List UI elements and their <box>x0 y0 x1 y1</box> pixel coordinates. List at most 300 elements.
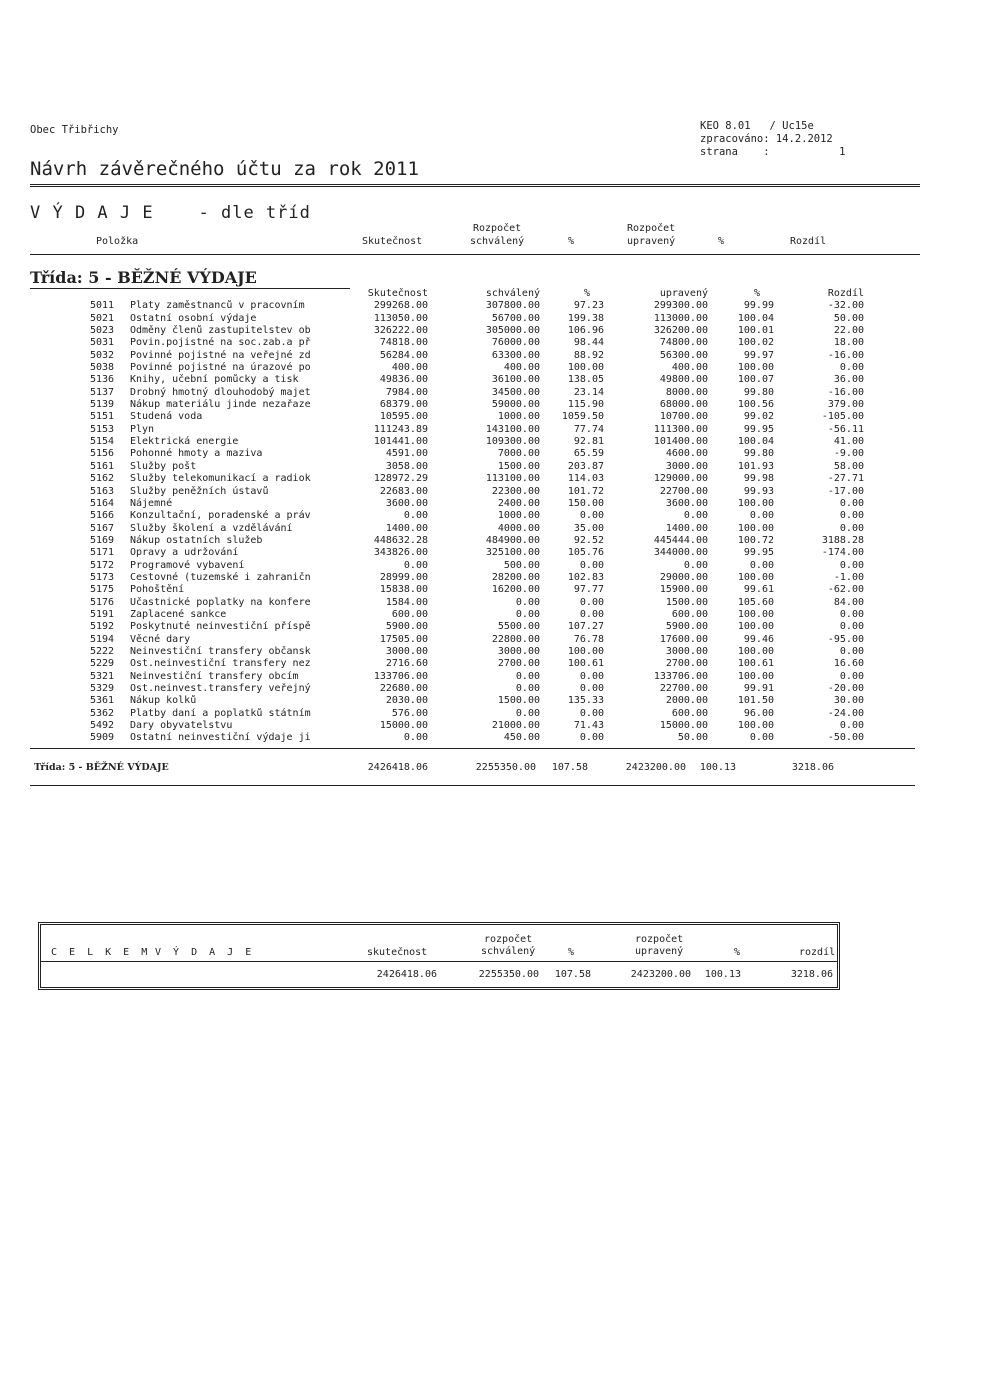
table-row <box>90 671 864 683</box>
row-skutecnost: 400.00 <box>391 362 428 374</box>
row-pct2: 100.00 <box>737 522 774 534</box>
grand-total-header-schvaleny <box>481 934 535 958</box>
row-code: 5171 <box>90 547 115 559</box>
table-row <box>90 448 864 460</box>
row-rozdil: -105.00 <box>821 411 864 423</box>
row-skutecnost: 49836.00 <box>379 374 428 386</box>
row-code: 5021 <box>90 312 115 324</box>
row-name: Nájemné <box>130 497 173 509</box>
row-skutecnost: 113050.00 <box>373 312 428 324</box>
row-skutecnost: 0.00 <box>403 510 428 522</box>
row-rozdil: 3188.28 <box>821 534 864 546</box>
row-skutecnost: 3000.00 <box>385 645 428 657</box>
subheader-schvaleny: schválený <box>485 288 540 299</box>
row-rozdil: -32.00 <box>827 300 864 312</box>
row-skutecnost: 326222.00 <box>373 325 428 337</box>
grand-total-header-rozdil: rozdíl <box>799 947 836 958</box>
row-schvaleny: 63300.00 <box>491 349 540 361</box>
row-rozdil: 379.00 <box>827 399 864 411</box>
row-upraveny: 445444.00 <box>653 534 708 546</box>
row-pct1: 77.74 <box>573 423 604 435</box>
row-skutecnost: 2030.00 <box>385 695 428 707</box>
row-code: 5156 <box>90 448 115 460</box>
table-row <box>90 486 864 498</box>
grand-total-rozdil: 3218.06 <box>790 969 833 980</box>
row-schvaleny: 484900.00 <box>485 534 540 546</box>
row-code: 5194 <box>90 633 115 645</box>
row-pct2: 100.00 <box>737 497 774 509</box>
row-name: Neinvestiční transfery obcím <box>130 670 299 682</box>
grand-total-header-rozpocet: rozpočet <box>635 934 684 945</box>
row-upraveny: 400.00 <box>671 362 708 374</box>
row-schvaleny: 1000.00 <box>497 510 540 522</box>
row-pct2: 99.98 <box>743 473 774 485</box>
row-pct1: 0.00 <box>579 670 604 682</box>
row-pct1: 106.96 <box>567 325 604 337</box>
subheader-upraveny: upravený <box>659 288 708 299</box>
subheader-rozdil: Rozdíl <box>827 288 864 299</box>
row-pct2: 99.95 <box>743 423 774 435</box>
row-schvaleny: 36100.00 <box>491 374 540 386</box>
table-row <box>90 535 864 547</box>
row-pct2: 100.00 <box>737 645 774 657</box>
grand-total-header-skutecnost: skutečnost <box>367 947 428 958</box>
row-name: Účastnické poplatky na konfere <box>130 596 311 608</box>
table-row <box>90 510 864 522</box>
row-pct1: 97.77 <box>573 584 604 596</box>
row-schvaleny: 325100.00 <box>485 547 540 559</box>
row-pct1: 138.05 <box>567 374 604 386</box>
row-upraveny: 326200.00 <box>653 325 708 337</box>
row-code: 5321 <box>90 670 115 682</box>
table-row <box>90 720 864 732</box>
row-name: Studená voda <box>130 411 203 423</box>
row-name: Nákup kolků <box>130 695 197 707</box>
table-row <box>90 609 864 621</box>
table-row <box>90 411 864 423</box>
row-code: 5163 <box>90 485 115 497</box>
class-total-upraveny: 2423200.00 <box>625 762 686 773</box>
row-upraveny: 74800.00 <box>659 337 708 349</box>
row-schvaleny: 1500.00 <box>497 695 540 707</box>
grand-total-header-rozpocet: rozpočet <box>484 934 533 945</box>
row-pct1: 199.38 <box>567 312 604 324</box>
row-code: 5136 <box>90 374 115 386</box>
row-schvaleny: 16200.00 <box>491 584 540 596</box>
col-header-rozdil: Rozdíl <box>790 236 827 247</box>
row-name: Cestovné (tuzemské i zahraničn <box>130 571 311 583</box>
row-pct2: 0.00 <box>749 559 774 571</box>
row-rozdil: -50.00 <box>827 732 864 744</box>
row-schvaleny: 4000.00 <box>497 522 540 534</box>
row-skutecnost: 111243.89 <box>373 423 428 435</box>
col-header-skutecnost: Skutečnost <box>362 236 423 247</box>
row-pct2: 99.93 <box>743 485 774 497</box>
row-upraveny: 1500.00 <box>665 596 708 608</box>
row-pct2: 100.01 <box>737 325 774 337</box>
row-code: 5139 <box>90 399 115 411</box>
row-pct2: 99.91 <box>743 683 774 694</box>
row-upraveny: 111300.00 <box>653 423 708 435</box>
row-name: Programové vybavení <box>130 559 245 571</box>
row-skutecnost: 17505.00 <box>379 633 428 645</box>
row-upraveny: 2000.00 <box>665 695 708 707</box>
row-code: 5192 <box>90 621 115 633</box>
row-pct2: 99.46 <box>743 633 774 645</box>
table-row <box>90 498 864 510</box>
row-pct2: 100.00 <box>737 571 774 583</box>
row-pct2: 99.95 <box>743 547 774 559</box>
row-name: Ostatní neinvestiční výdaje ji <box>130 732 311 744</box>
row-schvaleny: 0.00 <box>515 596 540 608</box>
row-name: Drobný hmotný dlouhodobý majet <box>130 386 311 398</box>
table-row <box>90 621 864 633</box>
row-pct2: 100.00 <box>737 720 774 732</box>
row-pct2: 96.00 <box>743 707 774 719</box>
row-upraveny: 49800.00 <box>659 374 708 386</box>
row-upraveny: 129000.00 <box>653 473 708 485</box>
row-schvaleny: 400.00 <box>503 362 540 374</box>
row-code: 5909 <box>90 732 115 744</box>
row-schvaleny: 307800.00 <box>485 300 540 312</box>
report-code: KEO 8.01 / Uc15e <box>700 120 814 132</box>
row-name: Poskytnuté neinvestiční příspě <box>130 621 311 633</box>
section-title: V Ý D A J E - dle tříd <box>30 203 311 223</box>
row-pct1: 0.00 <box>579 596 604 608</box>
row-upraveny: 17600.00 <box>659 633 708 645</box>
table-subheader-row <box>90 288 864 300</box>
table-row <box>90 399 864 411</box>
row-code: 5038 <box>90 362 115 374</box>
row-schvaleny: 113100.00 <box>485 473 540 485</box>
row-rozdil: 0.00 <box>839 510 864 522</box>
row-code: 5175 <box>90 584 115 596</box>
row-code: 5229 <box>90 658 115 670</box>
row-pct1: 100.00 <box>567 645 604 657</box>
row-skutecnost: 4591.00 <box>385 448 428 460</box>
row-pct2: 101.93 <box>737 460 774 472</box>
row-pct1: 102.83 <box>567 571 604 583</box>
row-code: 5173 <box>90 571 115 583</box>
row-upraveny: 10700.00 <box>659 411 708 423</box>
row-schvaleny: 0.00 <box>515 608 540 620</box>
table-row <box>90 708 864 720</box>
row-rozdil: 18.00 <box>833 337 864 349</box>
row-pct1: 92.52 <box>573 534 604 546</box>
row-name: Nákup materiálu jinde nezařaze <box>130 399 311 411</box>
row-pct1: 76.78 <box>573 633 604 645</box>
row-schvaleny: 2700.00 <box>497 658 540 670</box>
row-code: 5329 <box>90 683 115 694</box>
row-rozdil: -20.00 <box>827 683 864 694</box>
row-name: Plyn <box>130 423 155 435</box>
row-upraveny: 600.00 <box>671 608 708 620</box>
row-upraveny: 0.00 <box>683 559 708 571</box>
row-rozdil: 41.00 <box>833 436 864 448</box>
row-pct1: 71.43 <box>573 720 604 732</box>
row-skutecnost: 2716.60 <box>385 658 428 670</box>
row-rozdil: -95.00 <box>827 633 864 645</box>
row-rozdil: 58.00 <box>833 460 864 472</box>
row-schvaleny: 109300.00 <box>485 436 540 448</box>
row-skutecnost: 15000.00 <box>379 720 428 732</box>
table-row <box>90 337 864 349</box>
row-code: 5153 <box>90 423 115 435</box>
row-code: 5151 <box>90 411 115 423</box>
row-schvaleny: 1000.00 <box>497 411 540 423</box>
row-rozdil: 36.00 <box>833 374 864 386</box>
row-name: Služby pošt <box>130 460 197 472</box>
row-pct2: 100.61 <box>737 658 774 670</box>
page-number: strana : 1 <box>700 146 846 158</box>
divider <box>30 748 915 749</box>
row-rozdil: -17.00 <box>827 485 864 497</box>
grand-total-header-upraveny <box>635 934 683 958</box>
table-row <box>90 313 864 325</box>
row-schvaleny: 21000.00 <box>491 720 540 732</box>
row-pct1: 105.76 <box>567 547 604 559</box>
table-row <box>90 436 864 448</box>
row-schvaleny: 28200.00 <box>491 571 540 583</box>
table-row <box>90 300 864 312</box>
class-total-pct2: 100.13 <box>699 762 736 773</box>
grand-total-pct1: 107.58 <box>554 969 591 980</box>
grand-total-header-schvaleny-label: schválený <box>481 946 536 957</box>
row-pct2: 100.04 <box>737 312 774 324</box>
row-name: Neinvestiční transfery občansk <box>130 645 311 657</box>
row-upraveny: 600.00 <box>671 707 708 719</box>
row-code: 5166 <box>90 510 115 522</box>
row-pct2: 100.72 <box>737 534 774 546</box>
row-schvaleny: 1500.00 <box>497 460 540 472</box>
row-schvaleny: 0.00 <box>515 707 540 719</box>
row-rozdil: 0.00 <box>839 559 864 571</box>
row-name: Zaplacené sankce <box>130 608 227 620</box>
class-total-pct1: 107.58 <box>551 762 588 773</box>
row-schvaleny: 7000.00 <box>497 448 540 460</box>
grand-total-label-1: C E L K E M <box>51 947 151 958</box>
row-rozdil: -174.00 <box>821 547 864 559</box>
grand-total-header-pct1: % <box>568 947 575 958</box>
row-schvaleny: 59000.00 <box>491 399 540 411</box>
row-pct2: 105.60 <box>737 596 774 608</box>
row-name: Platby daní a poplatků státním <box>130 707 311 719</box>
row-name: Povinné pojistné na veřejné zd <box>130 349 311 361</box>
row-upraveny: 50.00 <box>677 732 708 744</box>
row-rozdil: 0.00 <box>839 608 864 620</box>
grand-total-header-pct2: % <box>734 947 741 958</box>
row-pct1: 0.00 <box>579 683 604 694</box>
row-pct2: 0.00 <box>749 510 774 522</box>
table-row <box>90 658 864 670</box>
grand-total-skutecnost: 2426418.06 <box>376 969 437 980</box>
row-pct1: 0.00 <box>579 707 604 719</box>
row-code: 5361 <box>90 695 115 707</box>
row-code: 5162 <box>90 473 115 485</box>
col-header-pct2: % <box>718 236 725 247</box>
row-code: 5031 <box>90 337 115 349</box>
row-code: 5167 <box>90 522 115 534</box>
row-code: 5023 <box>90 325 115 337</box>
row-pct2: 100.04 <box>737 436 774 448</box>
table-row <box>90 362 864 374</box>
row-pct2: 100.00 <box>737 362 774 374</box>
row-pct1: 97.23 <box>573 300 604 312</box>
subheader-pct1: % <box>583 288 590 299</box>
row-rozdil: -1.00 <box>833 571 864 583</box>
row-schvaleny: 450.00 <box>503 732 540 744</box>
grand-total-pct2: 100.13 <box>704 969 741 980</box>
row-code: 5137 <box>90 386 115 398</box>
row-schvaleny: 305000.00 <box>485 325 540 337</box>
row-schvaleny: 500.00 <box>503 559 540 571</box>
row-skutecnost: 0.00 <box>403 559 428 571</box>
row-skutecnost: 10595.00 <box>379 411 428 423</box>
document-title: Návrh závěrečného účtu za rok 2011 <box>30 158 419 180</box>
row-upraveny: 3000.00 <box>665 460 708 472</box>
table-row <box>90 523 864 535</box>
grand-total-box <box>38 922 840 990</box>
grand-total-header-upraveny-label: upravený <box>635 946 684 957</box>
row-rozdil: 30.00 <box>833 695 864 707</box>
row-pct1: 88.92 <box>573 349 604 361</box>
row-schvaleny: 3000.00 <box>497 645 540 657</box>
row-pct1: 98.44 <box>573 337 604 349</box>
row-pct1: 101.72 <box>567 485 604 497</box>
row-skutecnost: 600.00 <box>391 608 428 620</box>
row-schvaleny: 5500.00 <box>497 621 540 633</box>
col-header-schvaleny-label: schválený <box>470 236 525 247</box>
row-skutecnost: 576.00 <box>391 707 428 719</box>
row-schvaleny: 22800.00 <box>491 633 540 645</box>
row-code: 5176 <box>90 596 115 608</box>
row-upraveny: 29000.00 <box>659 571 708 583</box>
row-skutecnost: 22683.00 <box>379 485 428 497</box>
row-skutecnost: 74818.00 <box>379 337 428 349</box>
row-rozdil: 0.00 <box>839 670 864 682</box>
row-pct1: 0.00 <box>579 559 604 571</box>
row-code: 5154 <box>90 436 115 448</box>
row-skutecnost: 1400.00 <box>385 522 428 534</box>
row-upraveny: 22700.00 <box>659 485 708 497</box>
row-schvaleny: 2400.00 <box>497 497 540 509</box>
row-pct1: 0.00 <box>579 510 604 522</box>
row-upraveny: 113000.00 <box>653 312 708 324</box>
row-name: Odměny členů zastupitelstev ob <box>130 325 311 337</box>
subheader-pct2: % <box>753 288 760 299</box>
row-pct2: 99.99 <box>743 300 774 312</box>
row-upraveny: 344000.00 <box>653 547 708 559</box>
row-pct1: 0.00 <box>579 732 604 744</box>
report-meta <box>700 120 845 159</box>
row-code: 5161 <box>90 460 115 472</box>
row-schvaleny: 143100.00 <box>485 423 540 435</box>
row-code: 5191 <box>90 608 115 620</box>
grand-total-schvaleny: 2255350.00 <box>478 969 539 980</box>
row-skutecnost: 7984.00 <box>385 386 428 398</box>
table-row <box>90 597 864 609</box>
table-row <box>90 547 864 559</box>
row-pct1: 0.00 <box>579 608 604 620</box>
row-upraveny: 15900.00 <box>659 584 708 596</box>
row-rozdil: -62.00 <box>827 584 864 596</box>
col-header-upraveny-label: upravený <box>627 236 676 247</box>
row-rozdil: 0.00 <box>839 720 864 732</box>
row-pct2: 100.56 <box>737 399 774 411</box>
row-code: 5011 <box>90 300 115 312</box>
row-pct1: 92.81 <box>573 436 604 448</box>
row-skutecnost: 101441.00 <box>373 436 428 448</box>
table-row <box>90 374 864 386</box>
row-pct1: 203.87 <box>567 460 604 472</box>
row-rozdil: 0.00 <box>839 362 864 374</box>
row-pct2: 100.00 <box>737 621 774 633</box>
row-pct1: 1059.50 <box>561 411 604 423</box>
col-header-pct1: % <box>568 236 575 247</box>
row-name: Platy zaměstnanců v pracovním <box>130 300 305 312</box>
row-upraveny: 1400.00 <box>665 522 708 534</box>
row-pct1: 150.00 <box>567 497 604 509</box>
row-pct2: 100.02 <box>737 337 774 349</box>
row-name: Povinné pojistné na úrazové po <box>130 362 311 374</box>
row-name: Pohonné hmoty a maziva <box>130 448 263 460</box>
row-upraveny: 0.00 <box>683 510 708 522</box>
row-skutecnost: 3058.00 <box>385 460 428 472</box>
row-name: Nákup ostatních služeb <box>130 534 263 546</box>
row-pct2: 100.00 <box>737 670 774 682</box>
row-rozdil: -16.00 <box>827 386 864 398</box>
table-row <box>90 584 864 596</box>
row-upraveny: 22700.00 <box>659 683 708 694</box>
row-rozdil: -56.11 <box>827 423 864 435</box>
row-upraveny: 3000.00 <box>665 645 708 657</box>
row-name: Pohoštění <box>130 584 185 596</box>
row-rozdil: 0.00 <box>839 645 864 657</box>
row-name: Ostatní osobní výdaje <box>130 312 257 324</box>
row-name: Služby telekomunikací a radiok <box>130 473 311 485</box>
col-header-rozpocet-label: Rozpočet <box>627 223 676 234</box>
row-schvaleny: 76000.00 <box>491 337 540 349</box>
row-upraveny: 133706.00 <box>653 670 708 682</box>
row-name: Služby peněžních ústavů <box>130 485 269 497</box>
divider <box>30 254 920 255</box>
divider <box>41 961 837 962</box>
row-schvaleny: 0.00 <box>515 683 540 694</box>
row-skutecnost: 299268.00 <box>373 300 428 312</box>
row-upraveny: 56300.00 <box>659 349 708 361</box>
expense-table <box>90 288 864 745</box>
grand-total-upraveny: 2423200.00 <box>630 969 691 980</box>
row-upraveny: 8000.00 <box>665 386 708 398</box>
row-code: 5492 <box>90 720 115 732</box>
row-code: 5169 <box>90 534 115 546</box>
row-upraveny: 4600.00 <box>665 448 708 460</box>
row-pct1: 23.14 <box>573 386 604 398</box>
table-row <box>90 572 864 584</box>
row-name: Elektrická energie <box>130 436 239 448</box>
subheader-skutecnost: Skutečnost <box>367 288 428 299</box>
row-name: Knihy, učební pomůcky a tisk <box>130 374 299 386</box>
row-upraveny: 299300.00 <box>653 300 708 312</box>
row-rozdil: 50.00 <box>833 312 864 324</box>
row-pct2: 99.02 <box>743 411 774 423</box>
row-rozdil: 0.00 <box>839 497 864 509</box>
row-pct1: 100.00 <box>567 362 604 374</box>
row-skutecnost: 56284.00 <box>379 349 428 361</box>
row-skutecnost: 0.00 <box>403 732 428 744</box>
row-upraveny: 5900.00 <box>665 621 708 633</box>
row-pct2: 100.07 <box>737 374 774 386</box>
